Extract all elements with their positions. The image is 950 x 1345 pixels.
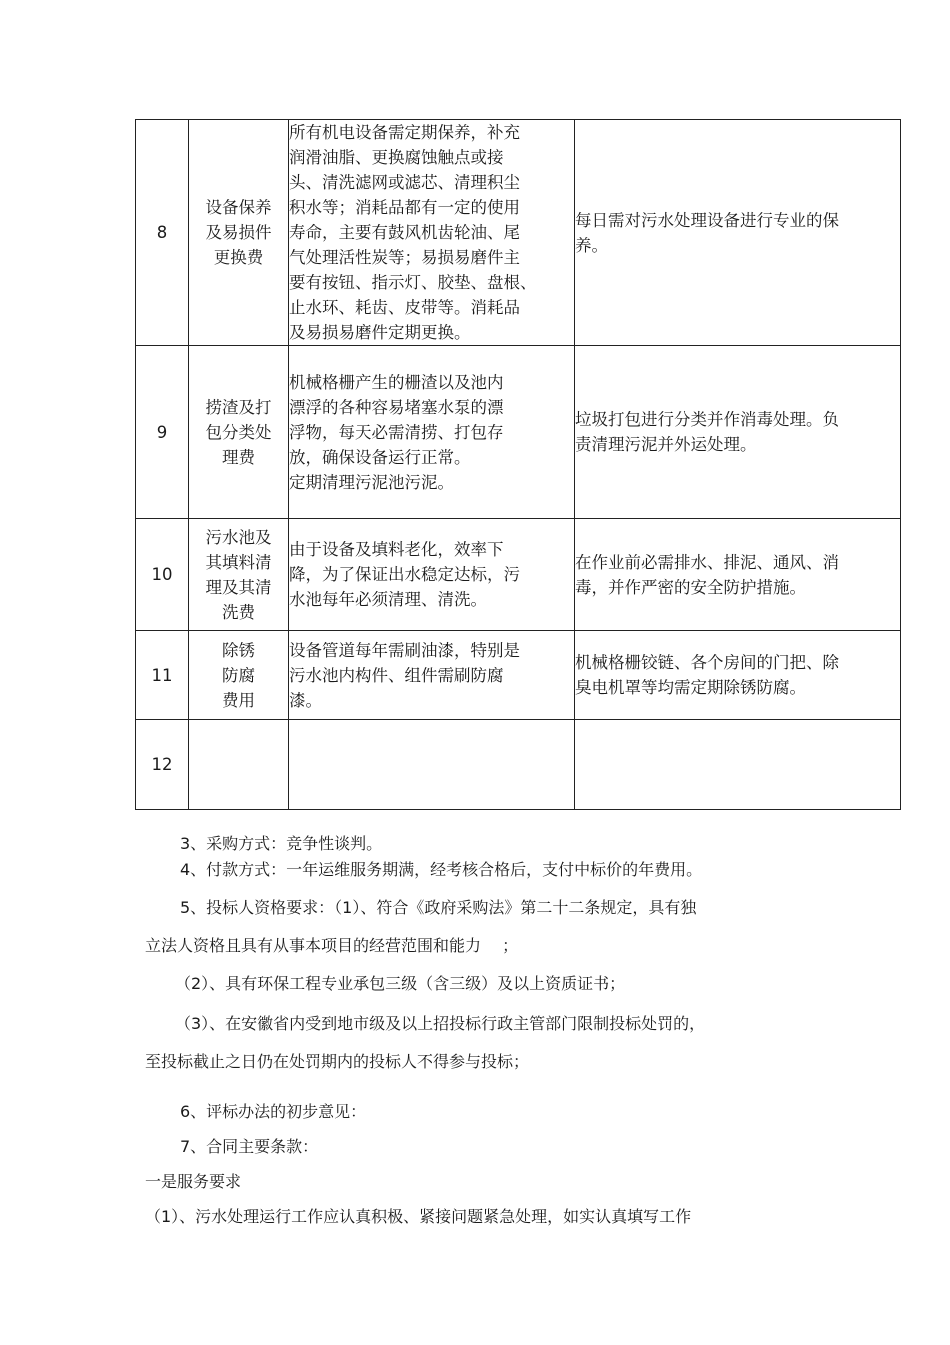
item-name [189,720,289,810]
qualification-item-3: （3）、在安徽省内受到地市级及以上招投标行政主管部门限制投标处罚的， [175,1014,706,1033]
item-description: 机械格栅产生的栅渣以及池内 漂浮的各种容易堵塞水泵的漂 浮物，每天必需清捞、打包存 放，确保设备运行正常。 定期清理污泥池污泥。 [289,346,575,519]
item-name: 除锈 防腐 费用 [189,631,289,720]
service-fee-table [135,119,901,810]
procurement-method: 3、采购方式：竞争性谈判。 [180,834,383,853]
item-name: 捞渣及打 包分类处 理费 [189,346,289,519]
item-description: 所有机电设备需定期保养，补充 润滑油脂、更换腐蚀触点或接 头、清洗滤网或滤芯、清理积尘 积水等；消耗品都有一定的使用 寿命，主要有鼓风机齿轮油、尾 气处理活性炭等；易损易磨件主 要有按钮、指示灯、胶垫、盘根、 止水环、耗齿、皮带等。消耗品 及易损易磨件定期更换。 [289,120,575,346]
item-note [575,720,901,810]
table-row [136,519,901,631]
item-description [289,720,575,810]
table-row [136,120,901,346]
row-number: 8 [136,120,189,346]
table-row [136,346,901,519]
item-note: 在作业前必需排水、排泥、通风、消 毒，并作严密的安全防护措施。 [575,519,901,631]
row-number: 9 [136,346,189,519]
service-requirements-heading: 一是服务要求 [145,1172,242,1191]
row-number: 11 [136,631,189,720]
service-requirement-1: （1）、污水处理运行工作应认真积极、紧接问题紧急处理，如实认真填写工作 [145,1207,692,1226]
item-name: 污水池及 其填料清 理及其清 洗费 [189,519,289,631]
table-row [136,720,901,810]
item-description: 设备管道每年需刷油漆，特别是 污水池内构件、组件需刷防腐 漆。 [289,631,575,720]
table-row [136,631,901,720]
item-note: 机械格栅铰链、各个房间的门把、除 臭电机罩等均需定期除锈防腐。 [575,631,901,720]
qualification-item-2: （2）、具有环保工程专业承包三级（含三级）及以上资质证书； [175,974,626,993]
contract-terms: 7、合同主要条款： [180,1137,319,1156]
item-note: 每日需对污水处理设备进行专业的保 养。 [575,120,901,346]
row-number: 10 [136,519,189,631]
evaluation-method: 6、评标办法的初步意见： [180,1102,367,1121]
payment-method: 4、付款方式：一年运维服务期满，经考核合格后，支付中标价的年费用。 [180,860,703,879]
bidder-qualification: 5、投标人资格要求：（1）、符合《政府采购法》第二十二条规定，具有独 [180,898,697,917]
qualification-item-3-cont: 至投标截止之日仍在处罚期内的投标人不得参与投标； [145,1052,530,1071]
item-name: 设备保养 及易损件 更换费 [189,120,289,346]
bidder-qualification-cont: 立法人资格且具有从事本项目的经营范围和能力 ； [145,936,519,955]
item-note: 垃圾打包进行分类并作消毒处理。负 责清理污泥并外运处理。 [575,346,901,519]
item-description: 由于设备及填料老化，效率下 降，为了保证出水稳定达标，污 水池每年必须清理、清洗。 [289,519,575,631]
row-number: 12 [136,720,189,810]
